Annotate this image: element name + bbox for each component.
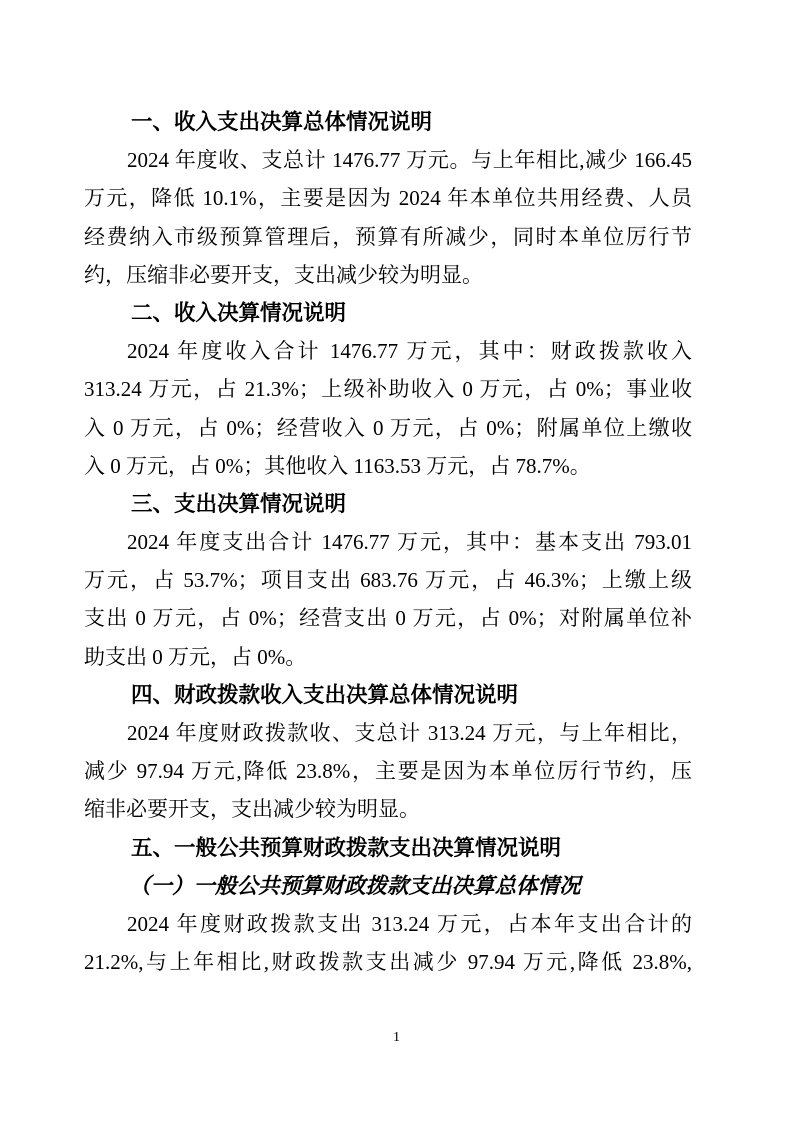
paragraph-line: 入 0 万元，占 0%；其他收入 1163.53 万元，占 78.7%。	[84, 453, 591, 478]
paragraph-line: 2024 年度收入合计 1476.77 万元，其中：财政拨款收入	[127, 339, 692, 364]
paragraph-line: 助支出 0 万元，占 0%。	[84, 644, 307, 669]
paragraph-line: 万元，占 53.7%；项目支出 683.76 万元，占 46.3%；上缴上级	[84, 568, 692, 593]
paragraph-line: 2024 年度财政拨款支出 313.24 万元，占本年支出合计的	[127, 911, 692, 936]
document-body	[84, 103, 692, 981]
paragraph-line: 313.24 万元，占 21.3%；上级补助收入 0 万元，占 0%；事业收	[84, 377, 692, 402]
paragraph-line: 2024 年度支出合计 1476.77 万元，其中：基本支出 793.01	[127, 530, 692, 555]
section-heading-5: 五、一般公共预算财政拨款支出决算情况说明	[131, 835, 562, 860]
paragraph-line: 2024 年度收、支总计 1476.77 万元。与上年相比,减少 166.45	[127, 148, 692, 173]
paragraph-line: 缩非必要开支，支出减少较为明显。	[84, 797, 420, 822]
subsection-heading-5-1: （一）一般公共预算财政拨款支出决算总体情况	[129, 873, 581, 898]
paragraph-line: 入 0 万元，占 0%；经营收入 0 万元，占 0%；附属单位上缴收	[84, 415, 692, 440]
paragraph-line: 2024 年度财政拨款收、支总计 313.24 万元，与上年相比，	[127, 721, 692, 745]
paragraph-line: 减少 97.94 万元,降低 23.8%，主要是因为本单位厉行节约，压	[84, 759, 692, 784]
paragraph-line: 支出 0 万元，占 0%；经营支出 0 万元，占 0%；对附属单位补	[84, 606, 692, 631]
paragraph-line: 约，压缩非必要开支，支出减少较为明显。	[84, 262, 483, 287]
section-heading-2: 二、收入决算情况说明	[131, 300, 347, 325]
paragraph-line: 21.2%,与上年相比,财政拨款支出减少 97.94 万元,降低 23.8%,	[84, 950, 692, 975]
paragraph-line: 万元，降低 10.1%，主要是因为 2024 年本单位共用经费、人员	[84, 186, 692, 211]
paragraph-line: 经费纳入市级预算管理后，预算有所减少，同时本单位厉行节	[84, 224, 692, 249]
section-heading-4: 四、财政拨款收入支出决算总体情况说明	[131, 682, 519, 707]
section-heading-1: 一、收入支出决算总体情况说明	[131, 110, 433, 134]
page-number: 1	[393, 1030, 400, 1045]
section-heading-3: 三、支出决算情况说明	[131, 491, 347, 516]
